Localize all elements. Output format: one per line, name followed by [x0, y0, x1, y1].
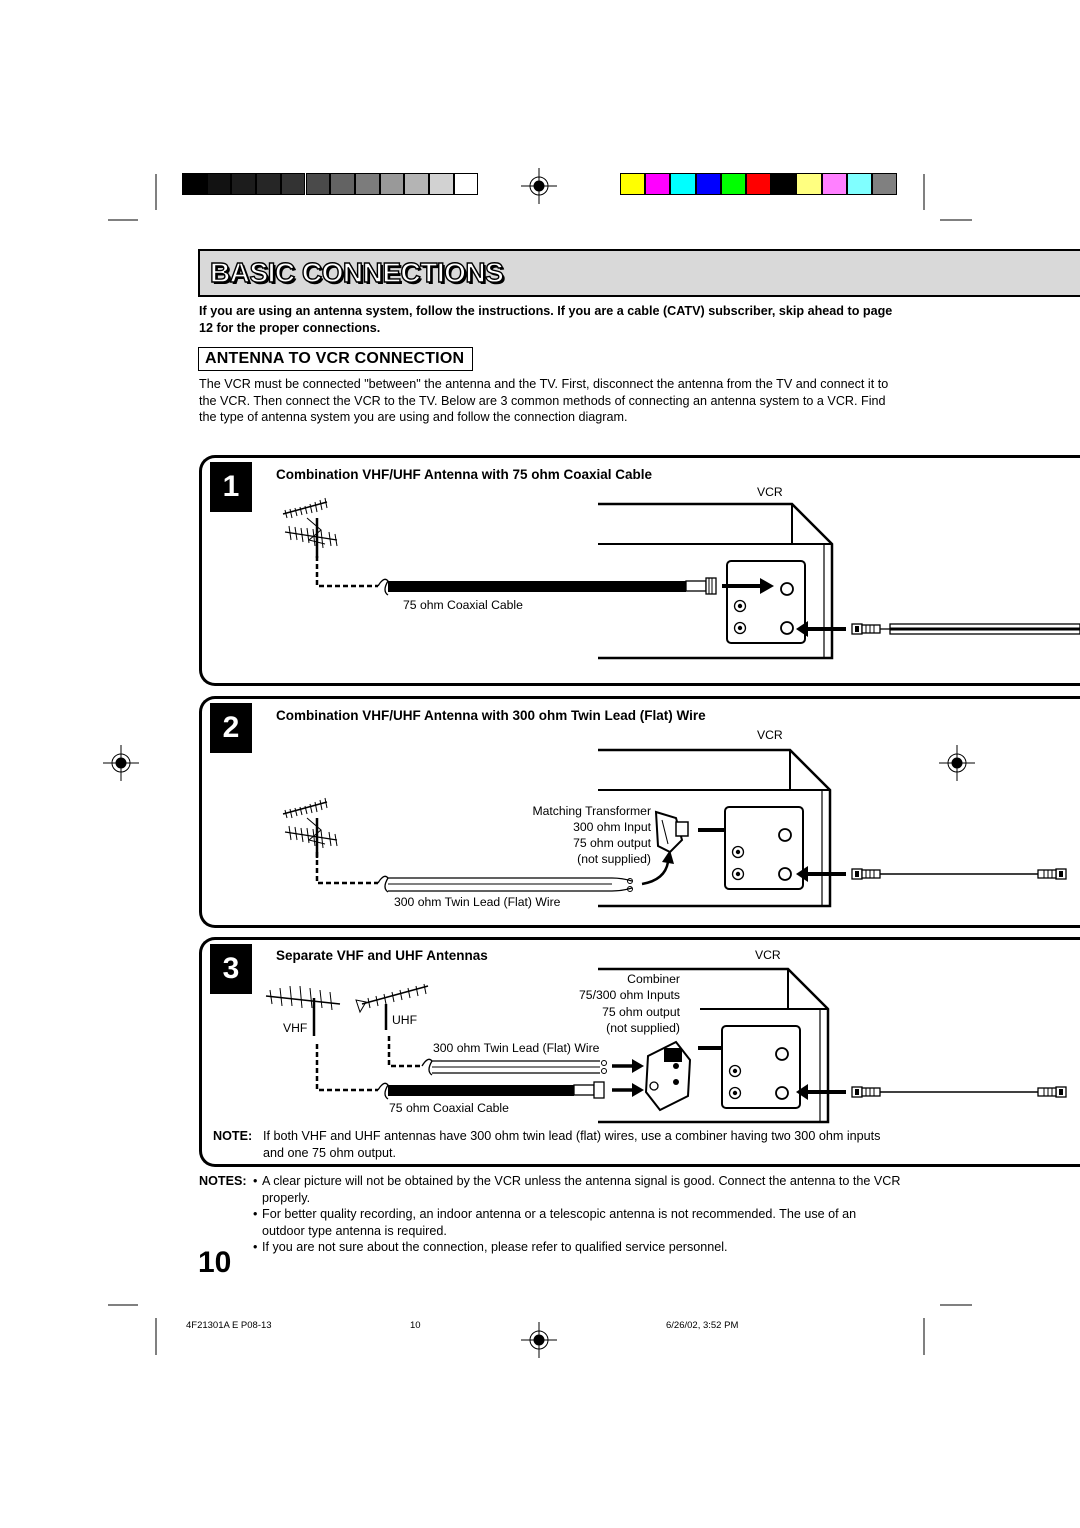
transformer-label-1: Matching Transformer — [532, 804, 651, 818]
transformer-label-2: 300 ohm Input — [573, 820, 651, 834]
intro-text: If you are using an antenna system, follow the instructions. If you are a cable (CATV) subscriber, skip ahead to page 12 for the proper connections. — [199, 304, 893, 335]
panel-3-heading: Separate VHF and UHF Antennas — [276, 948, 488, 963]
note-item-3: If you are not sure about the connection, please refer to qualified service personnel. — [262, 1240, 728, 1254]
step-number-2: 2 — [210, 703, 252, 753]
vhf-label: VHF — [283, 1021, 308, 1035]
page-number: 10 — [198, 1246, 232, 1279]
footer-page: 10 — [410, 1320, 421, 1331]
step-number-1: 1 — [210, 462, 252, 512]
vcr-label: VCR — [757, 485, 783, 499]
bullet-icon: • — [253, 1174, 258, 1188]
bullet-icon: • — [253, 1207, 258, 1221]
panel-1-heading: Combination VHF/UHF Antenna with 75 ohm Coaxial Cable — [276, 467, 653, 482]
footer-file-id: 4F21301A E P08-13 — [186, 1320, 272, 1331]
vcr-label: VCR — [757, 728, 783, 742]
combiner-label-4: (not supplied) — [606, 1021, 680, 1035]
notes-label: NOTES: — [199, 1174, 247, 1188]
note-item-1: A clear picture will not be obtained by the VCR unless the antenna signal is good. Connect the antenna to the VCR properly. — [262, 1174, 901, 1205]
section-heading: ANTENNA TO VCR CONNECTION — [198, 347, 473, 371]
uhf-label: UHF — [392, 1013, 418, 1027]
page-title: BASIC CONNECTIONS — [210, 257, 504, 288]
note-item-2: For better quality recording, an indoor antenna or a telescopic antenna is not recommended. The use of an outdoor type antenna is required. — [262, 1207, 857, 1238]
transformer-label-3: 75 ohm output — [573, 836, 651, 850]
step-number-3: 3 — [210, 944, 252, 994]
panel-3-note-text: If both VHF and UHF antennas have 300 ohm twin lead (flat) wires, use a combiner having two 300 ohm inputs and one 75 ohm output. — [263, 1129, 881, 1160]
panel-3-note-label: NOTE: — [213, 1129, 253, 1143]
transformer-label-4: (not supplied) — [577, 852, 651, 866]
combiner-icon — [646, 1042, 690, 1110]
footer-timestamp: 6/26/02, 3:52 PM — [666, 1320, 739, 1331]
uhf-antenna-icon — [356, 984, 428, 1030]
section-body: The VCR must be connected "between" the antenna and the TV. First, disconnect the antenna from the TV and connect it to the VCR. Then connect the VCR to the TV. Below are 3 common methods of connecting an antenna system to a VCR. Find the type of antenna system you are using and follow the connection diagram. — [199, 377, 889, 425]
vhf-antenna-icon — [266, 986, 340, 1036]
combiner-label-1: Combiner — [627, 972, 680, 986]
bullet-icon: • — [253, 1240, 258, 1254]
twin-lead-label: 300 ohm Twin Lead (Flat) Wire — [394, 895, 561, 909]
twin-lead-label: 300 ohm Twin Lead (Flat) Wire — [433, 1041, 600, 1055]
coax-cable-label: 75 ohm Coaxial Cable — [403, 598, 523, 612]
vcr-label: VCR — [755, 948, 781, 962]
matching-transformer-icon — [656, 812, 688, 852]
panel-2-heading: Combination VHF/UHF Antenna with 300 ohm Twin Lead (Flat) Wire — [276, 708, 706, 723]
combiner-label-3: 75 ohm output — [602, 1005, 680, 1019]
combiner-label-2: 75/300 ohm Inputs — [579, 988, 680, 1002]
coax-cable-label: 75 ohm Coaxial Cable — [389, 1101, 509, 1115]
